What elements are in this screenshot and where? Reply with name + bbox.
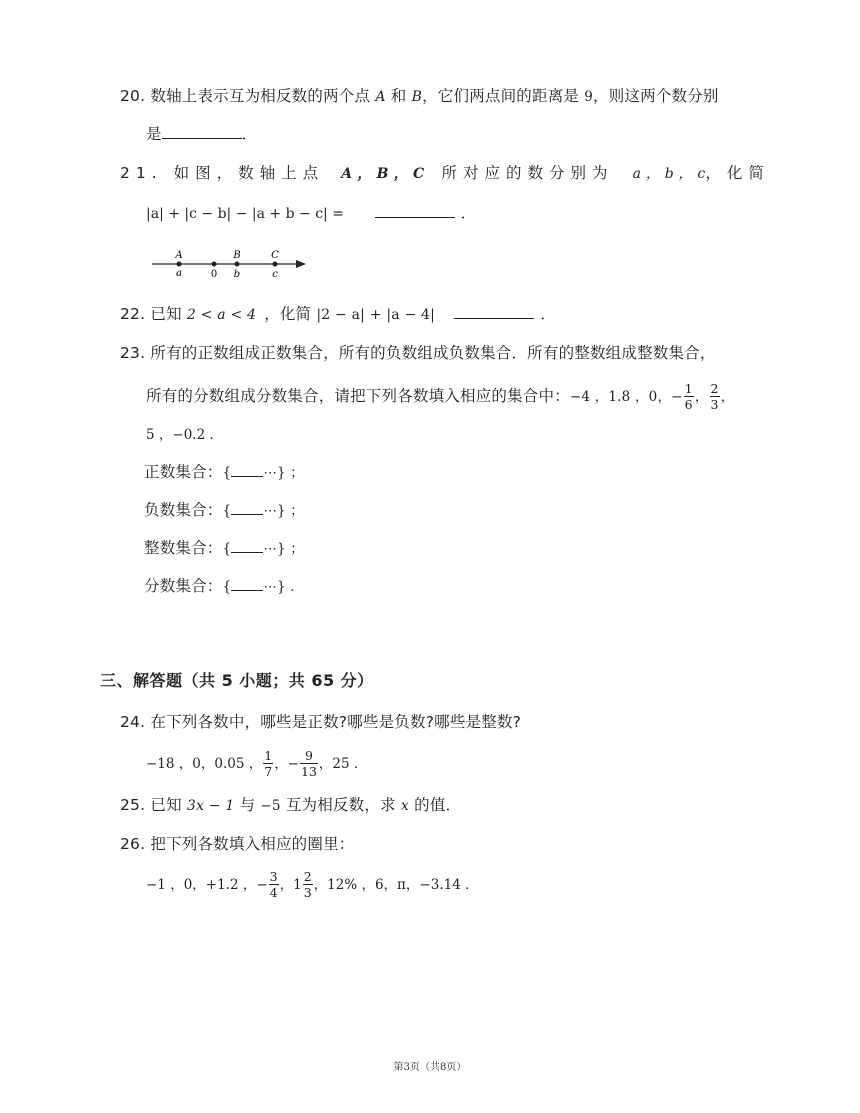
question-23-line3: [146, 424, 223, 445]
q22-end: ．: [540, 305, 556, 323]
set-negative-tail: ⋯} ；: [263, 503, 304, 519]
q23-separator-2: ，: [720, 389, 735, 405]
q26-line1: 26. 把下列各数填入相应的圈里：: [120, 835, 355, 853]
q25-text-a: 25. 已知: [120, 796, 187, 814]
q24-line1: 24. 在下列各数中，哪些是正数?哪些是负数?哪些是整数?: [120, 713, 522, 731]
question-20: [120, 86, 719, 107]
q26-fraction-2: [303, 869, 313, 900]
q25-variable: x: [400, 798, 409, 814]
set-integer-tail: ⋯} ；: [263, 541, 304, 557]
point-a: [177, 262, 182, 267]
q20-var-b: B: [411, 89, 423, 105]
q26-frac2-denominator: 3: [303, 885, 312, 900]
q26-numbers-b: ，12% ，6，π，−3.14 ．: [313, 877, 479, 893]
q24-separator: ，−: [274, 756, 299, 772]
q23-frac1-numerator: 1: [684, 381, 693, 396]
q20-text-a: 20. 数轴上表示互为相反数的两个点: [120, 87, 376, 105]
set-positive-label: 正数集合：: [144, 463, 223, 481]
q22-answer-blank[interactable]: [454, 304, 534, 319]
question-26-numbers: [146, 869, 479, 900]
set-positive-brace: {: [222, 465, 232, 481]
q23-frac2-numerator: 2: [710, 381, 719, 396]
set-fraction-tail: ⋯} ．: [263, 579, 304, 595]
q26-fraction-1: [269, 869, 279, 900]
set-positive-tail: ⋯} ；: [263, 465, 304, 481]
set-fraction: [144, 576, 304, 597]
q21-answer-blank[interactable]: [375, 203, 455, 218]
q24-frac2-denominator: 13: [301, 764, 317, 779]
q24-frac1-denominator: 7: [264, 764, 273, 779]
set-fraction-brace: {: [222, 579, 232, 595]
q20-text-c: ，它们两点间的距离是: [422, 87, 585, 105]
q23-line2: 所有的分数组成分数集合，请把下列各数填入相应的集合中：: [146, 387, 570, 405]
section-title: 三、解答题（共 5 小题；共 65 分）: [100, 671, 374, 690]
point-c: [273, 262, 278, 267]
q24-fraction-1: [263, 748, 273, 779]
label-bottom-b: b: [233, 269, 241, 280]
q24-numbers-a: −18 ，0，0.05 ，: [146, 756, 263, 772]
q21-text-b: 所对应的数分别为: [441, 164, 614, 182]
q20-answer-blank[interactable]: [162, 124, 242, 139]
set-positive: [144, 462, 304, 483]
q26-numbers-a: −1 ，0，+1.2 ，−: [146, 877, 268, 893]
question-26: [120, 834, 354, 854]
question-23-line2: [146, 381, 734, 412]
q23-fraction-2: [710, 381, 720, 412]
q24-frac2-numerator: 9: [300, 748, 318, 764]
label-bottom-c: c: [272, 269, 278, 280]
q25-text-b: 与: [234, 796, 261, 814]
question-22: [120, 304, 556, 325]
number-line-figure: [148, 246, 318, 282]
set-positive-blank[interactable]: [231, 464, 263, 477]
q21-points: A ， B ， C: [341, 166, 425, 182]
q20-text-b: 和: [385, 87, 412, 105]
arrow-icon: [296, 260, 306, 268]
q23-frac2-denominator: 3: [710, 397, 719, 412]
q20-var-a: A: [375, 89, 386, 105]
set-fraction-label: 分数集合：: [144, 577, 223, 595]
q23-numbers-a: −4 ，1.8 ，0，−: [569, 389, 683, 405]
q23-fraction-1: [684, 381, 694, 412]
label-top-a: A: [175, 250, 183, 261]
set-integer-label: 整数集合：: [144, 539, 223, 557]
q26-frac2-numerator: 2: [303, 869, 312, 884]
page-footer: 第3页（共8页）: [393, 1062, 467, 1073]
q20-line2-end: ．: [241, 125, 258, 143]
q20-value: 9: [584, 89, 594, 105]
question-23: [120, 343, 716, 363]
set-negative: [144, 500, 304, 521]
point-zero: [212, 262, 217, 267]
set-negative-brace: {: [222, 503, 232, 519]
question-21-line2: [146, 203, 476, 224]
question-25: [120, 795, 461, 816]
label-top-c: C: [271, 250, 279, 261]
q21-vars: a ， b ， c: [632, 166, 706, 182]
set-negative-blank[interactable]: [231, 502, 263, 515]
q26-frac1-numerator: 3: [269, 869, 278, 884]
q24-fraction-2: [300, 748, 318, 779]
set-integer-blank[interactable]: [231, 540, 263, 553]
set-integer-brace: {: [222, 541, 232, 557]
set-fraction-blank[interactable]: [231, 578, 263, 591]
q23-frac1-denominator: 6: [684, 397, 693, 412]
q23-line1: 23. 所有的正数组成正数集合，所有的负数组成负数集合．所有的整数组成整数集合，: [120, 344, 716, 362]
q22-expression: |2 − a| + |a − 4|: [316, 307, 436, 323]
q21-text-c: ，化简: [705, 164, 770, 182]
q24-numbers-b: ，25 ．: [318, 756, 368, 772]
q25-text-c: 互为相反数，求: [280, 796, 401, 814]
q23-separator: ，: [694, 389, 709, 405]
q25-text-d: 的值．: [409, 796, 462, 814]
q20-text-d: ，则这两个数分别: [593, 87, 719, 105]
q23-line3: 5 ，−0.2 ．: [146, 427, 223, 443]
q26-separator: ，1: [279, 877, 302, 893]
set-negative-label: 负数集合：: [144, 501, 223, 519]
q22-text-b: ，化简: [264, 305, 317, 323]
set-integer: [144, 538, 304, 559]
q22-condition: 2 < a < 4: [186, 307, 257, 323]
point-b: [235, 262, 240, 267]
question-24: [120, 712, 521, 732]
label-bottom-zero: 0: [210, 269, 218, 280]
q21-end: ．: [460, 204, 476, 222]
q26-frac1-denominator: 4: [269, 885, 278, 900]
q24-frac1-numerator: 1: [264, 748, 273, 763]
q21-expression: |a| + |c − b| − |a + b − c| =: [146, 206, 344, 222]
q25-expression-1: 3x − 1: [186, 798, 235, 814]
q25-expression-2: −5: [260, 798, 281, 814]
q20-line2: 是: [146, 125, 162, 143]
q21-text-a: 21. 如图，数轴上点: [120, 164, 325, 182]
label-bottom-a: a: [176, 268, 182, 279]
label-top-b: B: [233, 250, 241, 261]
q22-text-a: 22. 已知: [120, 305, 187, 323]
question-24-numbers: [146, 748, 367, 779]
question-20-line2: [146, 124, 257, 144]
question-21: [120, 163, 770, 184]
